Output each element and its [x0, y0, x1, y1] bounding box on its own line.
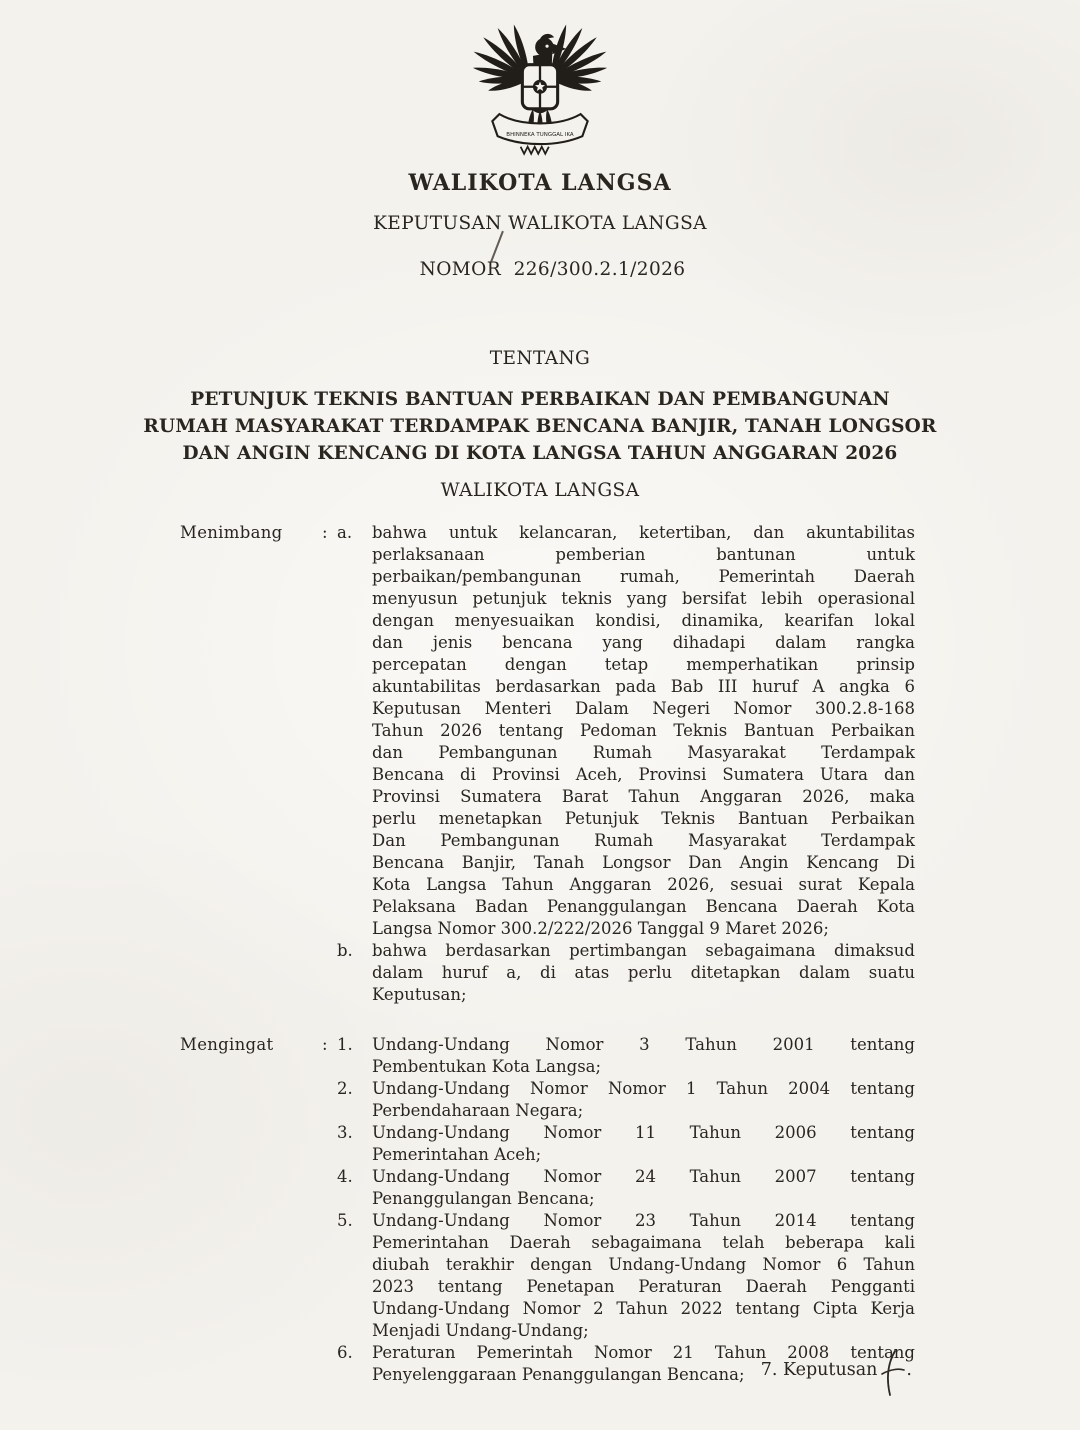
text-line: bahwa berdasarkan pertimbangan sebagaimana dimaksud: [372, 941, 915, 960]
item-marker: 4.: [337, 1167, 353, 1186]
legal-basis-item-4: [337, 1166, 915, 1210]
item-text: [372, 1078, 915, 1122]
item-text: [372, 1166, 915, 1210]
page-catchword: [761, 1350, 912, 1382]
text-line: Pembentukan Kota Langsa;: [372, 1057, 602, 1076]
text-line: Langsa Nomor 300.2/222/2026 Tanggal 9 Maret 2026;: [372, 919, 829, 938]
consideration-item-a: [337, 522, 915, 940]
menimbang-label: Menimbang: [180, 523, 283, 542]
item-marker: 2.: [337, 1079, 353, 1098]
text-line: Bencana di Provinsi Aceh, Provinsi Sumatera Utara dan: [372, 765, 915, 784]
text-line: Peraturan Pemerintah Nomor 21 Tahun 2008 tentang: [372, 1343, 915, 1362]
legal-basis-item-1: [337, 1034, 915, 1078]
text-line: Keputusan Menteri Dalam Negeri Nomor 300.2.8-168: [372, 699, 915, 718]
item-marker: 6.: [337, 1343, 353, 1362]
eagle-eye: [545, 45, 548, 48]
pen-mark: [490, 231, 504, 263]
text-line: diubah terakhir dengan Undang-Undang Nomor 6 Tahun: [372, 1255, 915, 1274]
text-line: PETUNJUK TEKNIS BANTUAN PERBAIKAN DAN PEMBANGUNAN: [190, 389, 890, 410]
text-line: Bencana Banjir, Tanah Longsor Dan Angin Kencang Di: [372, 853, 915, 872]
item-marker: 3.: [337, 1123, 353, 1142]
pancasila-shield: [522, 65, 557, 109]
text-line: perlaksanaan pemberian bantunan untuk: [372, 545, 915, 564]
emblem-container: [0, 0, 1080, 162]
text-line: Pemerintahan Aceh;: [372, 1145, 542, 1164]
text-line: Undang-Undang Nomor 11 Tahun 2006 tentang: [372, 1123, 915, 1142]
text-line: 2023 tentang Penetapan Peraturan Daerah Pengganti: [372, 1277, 915, 1296]
text-line: percepatan dengan tetap memperhatikan prinsip: [372, 655, 915, 674]
mengingat-colon: :: [322, 1035, 328, 1054]
text-line: DAN ANGIN KENCANG DI KOTA LANGSA TAHUN ANGGARAN 2026: [182, 443, 898, 464]
decree-number: [0, 235, 1080, 327]
text-line: Tahun 2026 tentang Pedoman Teknis Bantuan Perbaikan: [372, 721, 915, 740]
text-line: perbaikan/pembangunan rumah, Pemerintah Daerah: [372, 567, 915, 586]
legal-basis-item-2: [337, 1078, 915, 1122]
text-line: Penanggulangan Bencana;: [372, 1189, 595, 1208]
text-line: Penyelenggaraan Penanggulangan Bencana;: [372, 1365, 745, 1384]
text-line: akuntabilitas berdasarkan pada Bab III huruf A angka 6: [372, 677, 915, 696]
authority-title: WALIKOTA LANGSA: [408, 170, 672, 196]
text-line: Kota Langsa Tahun Anggaran 2026, sesuai surat Kepala: [372, 875, 915, 894]
legal-basis-item-5: [337, 1210, 915, 1342]
menimbang-section: [180, 522, 915, 1006]
item-text: [372, 1210, 915, 1342]
decree-number-text: NOMOR 226/300.2.1/2026: [419, 259, 686, 280]
text-line: dan Pembangunan Rumah Masyarakat Terdampak: [372, 743, 915, 762]
item-text: [372, 1034, 915, 1078]
item-marker: a.: [337, 523, 353, 542]
text-line: dalam huruf a, di atas perlu ditetapkan dalam suatu: [372, 963, 915, 982]
text-line: dengan menyesuaikan kondisi, dinamika, kearifan lokal: [372, 611, 915, 630]
garuda-pancasila-icon: [451, 10, 629, 160]
text-line: Pemerintahan Daerah sebagaimana telah beberapa kali: [372, 1233, 915, 1252]
motto-text: BHINNEKA TUNGGAL IKA: [506, 132, 574, 139]
mengingat-items: [337, 1034, 915, 1386]
text-line: Perbendaharaan Negara;: [372, 1101, 584, 1120]
catchword-text: 7. Keputusan: [760, 1360, 878, 1380]
catchword-period: .: [906, 1360, 912, 1380]
text-line: menyusun petunjuk teknis yang bersifat lebih operasional: [372, 589, 915, 608]
legal-basis-item-3: [337, 1122, 915, 1166]
text-line: Undang-Undang Nomor 24 Tahun 2007 tentang: [372, 1167, 915, 1186]
item-marker: 1.: [337, 1035, 353, 1054]
mengingat-label: Mengingat: [180, 1035, 274, 1054]
menimbang-colon: :: [322, 523, 328, 542]
text-line: Pelaksana Badan Penanggulangan Bencana Daerah Kota: [372, 897, 915, 916]
item-text: [372, 940, 915, 1006]
text-line: bahwa untuk kelancaran, ketertiban, dan akuntabilitas: [372, 523, 915, 542]
item-text: [372, 522, 915, 940]
text-line: Menjadi Undang-Undang;: [372, 1321, 589, 1340]
text-line: Undang-Undang Nomor 3 Tahun 2001 tentang: [372, 1035, 915, 1054]
text-line: Undang-Undang Nomor 23 Tahun 2014 tentang: [372, 1211, 915, 1230]
item-marker: b.: [337, 941, 353, 960]
decree-title: KEPUTUSAN WALIKOTA LANGSA: [373, 213, 707, 234]
initial-paraf-mark: [879, 1350, 905, 1396]
text-line: Undang-Undang Nomor Nomor 1 Tahun 2004 tentang: [372, 1079, 915, 1098]
text-line: perlu menetapkan Petunjuk Teknis Bantuan Perbaikan: [372, 809, 915, 828]
text-line: RUMAH MASYARAKAT TERDAMPAK BENCANA BANJIR, TANAH LONGSOR: [143, 416, 937, 437]
text-line: Undang-Undang Nomor 2 Tahun 2022 tentang Cipta Kerja: [372, 1299, 915, 1318]
text-line: Dan Pembangunan Rumah Masyarakat Terdampak: [372, 831, 915, 850]
text-line: dan jenis bencana yang dihadapi dalam rangka: [372, 633, 915, 652]
decree-subject: [0, 386, 1080, 467]
consideration-item-b: [337, 940, 915, 1006]
item-text: [372, 1122, 915, 1166]
item-marker: 5.: [337, 1211, 353, 1230]
menimbang-items: [337, 522, 915, 1006]
text-line: Keputusan;: [372, 985, 467, 1004]
mengingat-section: [180, 1034, 915, 1386]
tentang-label: TENTANG: [489, 348, 591, 369]
issuer-title: WALIKOTA LANGSA: [440, 480, 640, 501]
text-line: Provinsi Sumatera Barat Tahun Anggaran 2026, maka: [372, 787, 915, 806]
ribbon-fringe: [521, 147, 549, 154]
